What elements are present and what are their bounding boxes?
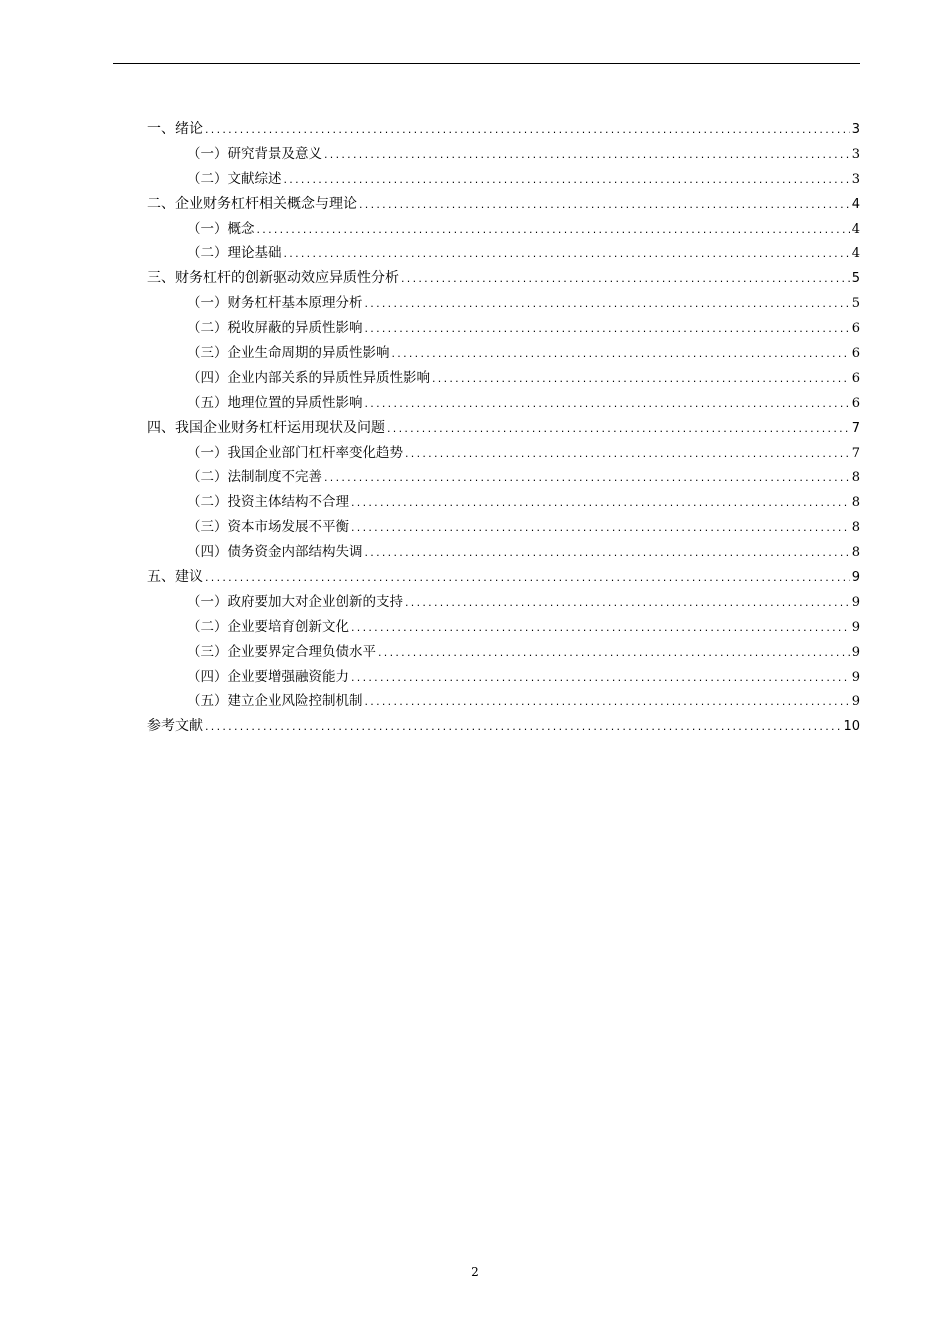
toc-entry-title: （三）企业生命周期的异质性影响 [187, 345, 390, 362]
toc-entry-title: （三）企业要界定合理负债水平 [187, 643, 376, 660]
toc-entry-title: 三、财务杠杆的创新驱动效应异质性分析 [147, 270, 399, 287]
page-number: 2 [471, 1265, 479, 1279]
toc-dot-leader [359, 193, 850, 218]
toc-entry-page-number: 7 [851, 445, 860, 461]
toc-dot-leader [405, 442, 850, 467]
toc-dot-leader [387, 417, 850, 442]
toc-dot-leader [378, 641, 850, 666]
toc-entry-page-number: 9 [851, 669, 860, 685]
toc-entry-title: 参考文献 [147, 718, 203, 735]
toc-dot-leader [365, 292, 850, 317]
toc-entry-page-number: 5 [851, 271, 860, 287]
toc-entry-title: （二）理论基础 [187, 245, 282, 262]
toc-entry-page-number: 6 [851, 370, 860, 386]
toc-dot-leader [365, 541, 850, 566]
toc-section-entry[interactable] [147, 689, 860, 714]
toc-section-entry[interactable] [147, 142, 860, 167]
toc-section-entry[interactable] [147, 391, 860, 416]
toc-section-entry[interactable] [147, 366, 860, 391]
toc-entry-page-number: 9 [851, 594, 860, 610]
toc-entry-page-number: 9 [851, 619, 860, 635]
toc-entry-page-number: 9 [851, 570, 860, 586]
toc-entry-title: （一）政府要加大对企业创新的支持 [187, 593, 403, 610]
header-rule [113, 63, 860, 64]
toc-entry-page-number: 8 [851, 520, 860, 536]
toc-dot-leader [401, 267, 850, 292]
toc-section-entry[interactable] [147, 515, 860, 540]
toc-section-entry[interactable] [147, 540, 860, 565]
toc-section-entry[interactable] [147, 640, 860, 665]
toc-entry-page-number: 6 [851, 346, 860, 362]
toc-entry-page-number: 9 [851, 644, 860, 660]
toc-entry-title: 一、绪论 [147, 121, 203, 137]
toc-chapter-entry[interactable] [147, 266, 860, 291]
toc-entry-title: （一）研究背景及意义 [187, 145, 322, 162]
toc-dot-leader [205, 118, 850, 143]
toc-section-entry[interactable] [147, 167, 860, 192]
toc-section-entry[interactable] [147, 590, 860, 615]
toc-entry-title: 四、我国企业财务杠杆运用现状及问题 [147, 419, 385, 436]
toc-entry-title: （一）财务杠杆基本原理分析 [187, 295, 363, 312]
toc-dot-leader [365, 317, 850, 342]
toc-section-entry[interactable] [147, 615, 860, 640]
toc-dot-leader [432, 367, 850, 392]
toc-section-entry[interactable] [147, 341, 860, 366]
toc-chapter-entry[interactable] [147, 565, 860, 590]
toc-section-entry[interactable] [147, 217, 860, 242]
toc-dot-leader [284, 242, 850, 267]
toc-entry-page-number: 3 [851, 171, 860, 187]
table-of-contents [147, 117, 860, 739]
toc-dot-leader [351, 616, 850, 641]
toc-entry-title: 二、企业财务杠杆相关概念与理论 [147, 195, 357, 212]
toc-entry-page-number: 8 [851, 470, 860, 486]
toc-entry-page-number: 6 [851, 321, 860, 337]
toc-dot-leader [351, 491, 850, 516]
toc-entry-title: （二）文献综述 [187, 170, 282, 187]
toc-chapter-entry[interactable] [147, 192, 860, 217]
toc-section-entry[interactable] [147, 241, 860, 266]
toc-chapter-entry[interactable] [147, 416, 860, 441]
toc-entry-title: （二）税收屏蔽的异质性影响 [187, 320, 363, 337]
toc-dot-leader [351, 666, 850, 691]
toc-section-entry[interactable] [147, 316, 860, 341]
toc-section-entry[interactable] [147, 490, 860, 515]
toc-entry-page-number: 3 [851, 146, 860, 162]
toc-entry-title: （五）建立企业风险控制机制 [187, 693, 363, 710]
toc-dot-leader [284, 168, 850, 193]
toc-entry-title: （五）地理位置的异质性影响 [187, 394, 363, 411]
toc-chapter-entry[interactable] [147, 117, 860, 142]
toc-entry-title: （四）债务资金内部结构失调 [187, 544, 363, 561]
toc-entry-page-number: 3 [851, 122, 860, 137]
toc-entry-page-number: 4 [851, 196, 860, 212]
toc-dot-leader [205, 715, 841, 740]
toc-section-entry[interactable] [147, 465, 860, 490]
toc-entry-title: （二）法制制度不完善 [187, 469, 322, 486]
toc-section-entry[interactable] [147, 441, 860, 466]
toc-section-entry[interactable] [147, 665, 860, 690]
toc-dot-leader [392, 342, 850, 367]
toc-dot-leader [405, 591, 850, 616]
toc-entry-page-number: 7 [851, 420, 860, 436]
toc-entry-page-number: 6 [851, 395, 860, 411]
toc-entry-title: （二）企业要培育创新文化 [187, 618, 349, 635]
toc-entry-page-number: 4 [851, 246, 860, 262]
toc-entry-title: 五、建议 [147, 569, 203, 586]
toc-entry-page-number: 5 [851, 296, 860, 312]
toc-dot-leader [324, 143, 850, 168]
toc-entry-title: （二）投资主体结构不合理 [187, 494, 349, 511]
toc-chapter-entry[interactable] [147, 714, 860, 739]
toc-dot-leader [351, 516, 850, 541]
toc-entry-title: （一）概念 [187, 220, 255, 237]
toc-entry-page-number: 8 [851, 495, 860, 511]
toc-entry-page-number: 9 [851, 694, 860, 710]
toc-entry-title: （四）企业要增强融资能力 [187, 668, 349, 685]
toc-dot-leader [257, 218, 850, 243]
toc-dot-leader [365, 392, 850, 417]
toc-entry-page-number: 8 [851, 545, 860, 561]
toc-entry-title: （四）企业内部关系的异质性异质性影响 [187, 369, 430, 386]
toc-section-entry[interactable] [147, 291, 860, 316]
toc-entry-title: （一）我国企业部门杠杆率变化趋势 [187, 444, 403, 461]
toc-entry-page-number: 10 [843, 719, 860, 735]
toc-dot-leader [324, 466, 850, 491]
toc-entry-page-number: 4 [851, 221, 860, 237]
toc-dot-leader [365, 690, 850, 715]
toc-dot-leader [205, 566, 850, 591]
toc-entry-title: （三）资本市场发展不平衡 [187, 519, 349, 536]
